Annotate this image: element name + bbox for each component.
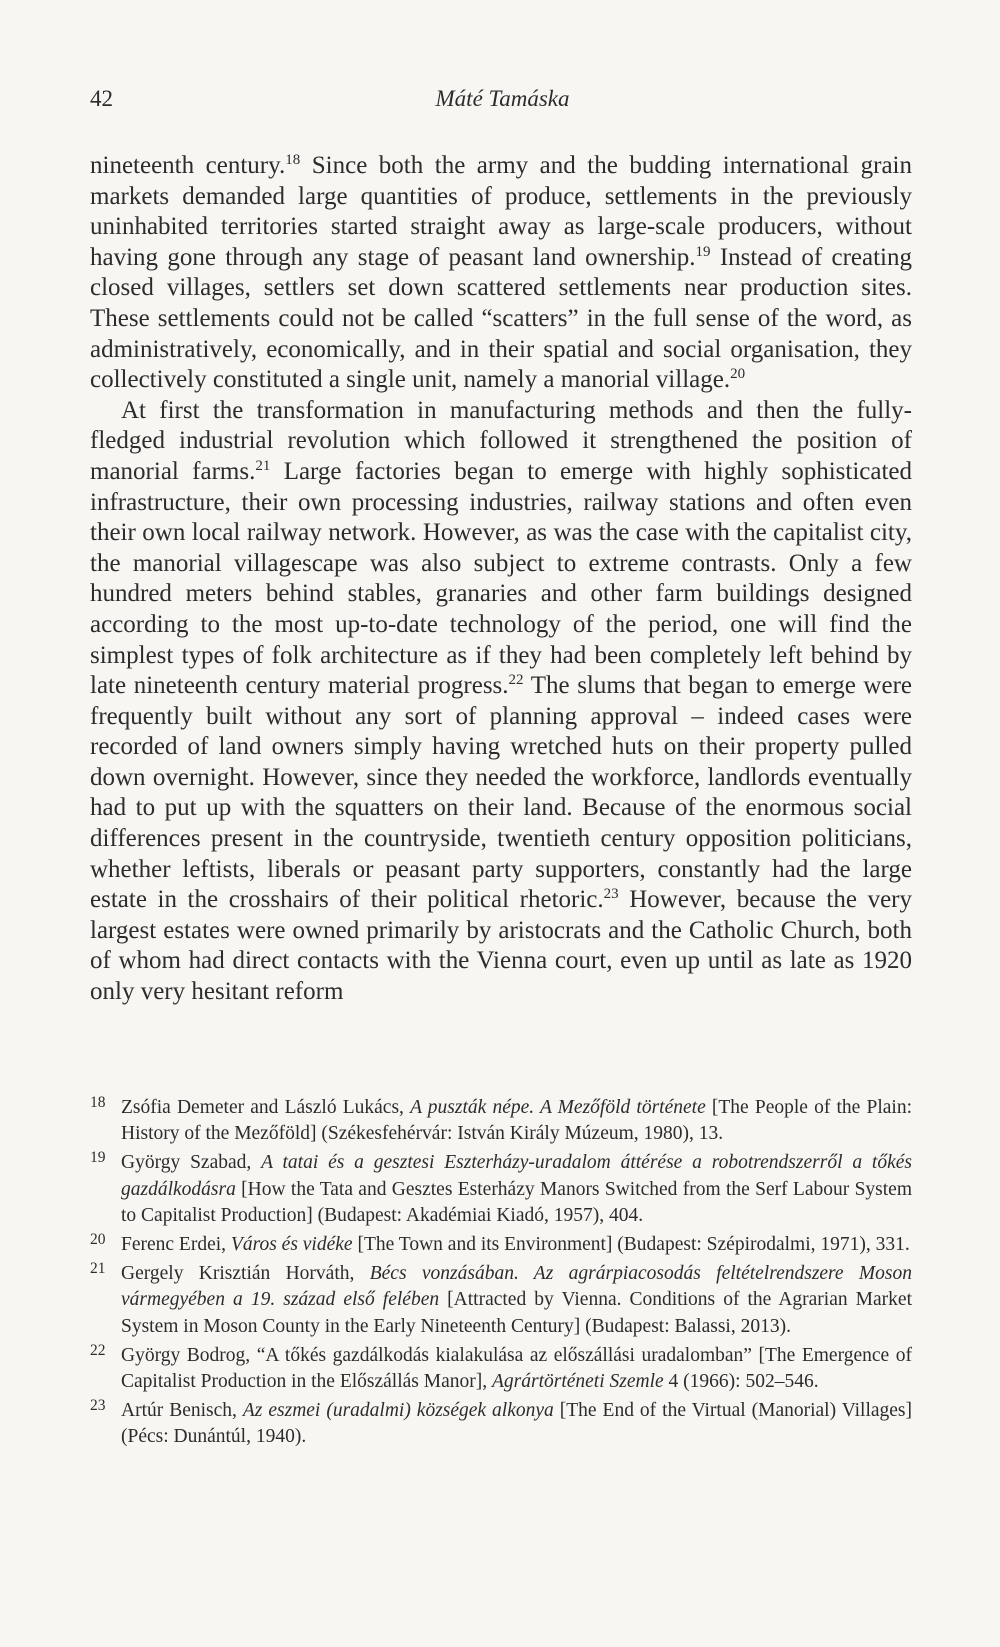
- text-run: 4 (1966): 502–546.: [663, 1371, 819, 1393]
- footnote-number: 23: [90, 1397, 106, 1415]
- text-run: György Bodrog, “A tőkés gazdálkodás kialakulása az előszállási uradalomban” [The Emergence of Capitalist Production in the Előszállás Manor],: [121, 1344, 912, 1393]
- italic-text: Az eszmei (uradalmi) községek alkonya: [242, 1400, 554, 1422]
- text-run: The slums that began to emerge were frequently built without any sort of planning approval – indeed cases were recorded of land owners simply having wretched huts on their property pulled down overnight. However, since they needed the workforce, landlords eventually had to put up with the squatters on their land. Because of the enormous social differences present in the countryside, twentieth century opposition politicians, whether leftists, liberals or peasant party supporters, constantly had the large estate in the crosshairs of their political rhetoric.: [90, 672, 912, 914]
- footnote-ref: 18: [285, 152, 301, 168]
- paragraph: [90, 396, 912, 1008]
- text-run: [Attracted by Vienna. Conditions of the Agrarian Market System in Moson County in the Early Nineteenth Century] (Budapest: Balassi, 2013).: [121, 1289, 912, 1337]
- footnote-ref: 19: [695, 243, 711, 260]
- paragraph: [90, 151, 912, 396]
- footnote-number: 21: [90, 1260, 106, 1278]
- footnote-number: 20: [90, 1231, 106, 1249]
- text-run: Ferenc Erdei,: [121, 1234, 231, 1256]
- footnote-number: 18: [90, 1094, 106, 1111]
- footnote-text: [121, 1263, 912, 1336]
- footnote-text: [121, 1152, 912, 1225]
- footnote-text: [121, 1234, 910, 1255]
- text-run: György Szabad,: [121, 1152, 262, 1174]
- footnote: [90, 1095, 912, 1147]
- running-head: Máté Tamáska: [435, 86, 570, 111]
- text-run: [The Town and its Environment] (Budapest: Szépirodalmi, 1971), 331.: [352, 1234, 910, 1256]
- text-run: nineteenth century.: [90, 152, 286, 179]
- footnote: [90, 1232, 912, 1258]
- italic-text: Bécs vonzásában. Az agrárpiacosodás feltételrendszere Moson vármegyében a 19. század első felében: [121, 1263, 912, 1311]
- footnote-text: [121, 1400, 912, 1447]
- footnote-number: 19: [90, 1149, 106, 1167]
- footnotes: [90, 1095, 912, 1454]
- footnote-ref: 20: [730, 366, 746, 383]
- text-run: [The End of the Virtual (Manorial) Villages] (Pécs: Dunántúl, 1940).: [121, 1400, 913, 1448]
- footnote: [90, 1398, 912, 1450]
- text-run: [How the Tata and Gesztes Esterházy Manors Switched from the Serf Labour System to Capitalist Production] (Budapest: Akadémiai Kiadó, 1957), 404.: [121, 1178, 912, 1226]
- text-run: [The People of the Plain: History of the Mezőföld] (Székesfehérvár: István Király Múzeum, 1980), 13.: [121, 1097, 912, 1145]
- footnote-text: [121, 1097, 912, 1144]
- text-run: Large factories began to emerge with highly sophisticated infrastructure, their own processing industries, railway stations and often even their own local railway network. However, as was the case with the capitalist city, the manorial villagescape was also subject to extreme contrasts. Only a few hundred meters behind stables, granaries and other farm buildings designed according to the most up-to-date technology of the period, one will find the simplest types of folk architecture as if they had been completely left behind by late nineteenth century material progress.: [90, 457, 912, 700]
- text-run: Since both the army and the budding international grain markets demanded large quantities of produce, settlements in the previously uninhabited territories started straight away as large-scale producers, without having gone through any stage of peasant land ownership.: [90, 152, 912, 271]
- text-run: Artúr Benisch,: [121, 1400, 243, 1422]
- italic-text: A tatai és a gesztesi Eszterházy-uradalom áttérése a robotrendszerről a tőkés gazdálkodásra: [121, 1152, 912, 1200]
- footnote-ref: 22: [508, 672, 524, 689]
- text-run: Gergely Krisztián Horváth,: [121, 1263, 370, 1285]
- italic-text: A puszták népe. A Mezőföld története: [410, 1097, 706, 1118]
- text-run: Zsófia Demeter and László Lukács,: [121, 1097, 411, 1118]
- body-text: [90, 151, 912, 1008]
- page-number: 42: [90, 86, 113, 111]
- text-run: However, because the very largest estates were owned primarily by aristocrats and the Catholic Church, both of whom had direct contacts with the Vienna court, even up until as late as 1920 only very hesitant reform: [90, 886, 913, 1006]
- footnote: [90, 1150, 912, 1229]
- text-run: At first the transformation in manufacturing methods and then the fully-fledged industrial revolution which followed it strengthened the position of manorial farms.: [90, 396, 912, 485]
- italic-text: Agrártörténeti Szemle: [491, 1371, 664, 1393]
- footnote-text: [121, 1345, 912, 1392]
- footnote: [90, 1343, 912, 1395]
- text-run: Instead of creating closed villages, settlers set down scattered settlements near production sites. These settlements could not be called “scatters” in the full sense of the word, as administratively, economically, and in their spatial and social organisation, they collectively constituted a single unit, namely a manorial village.: [90, 243, 912, 394]
- footnote-ref: 21: [255, 457, 271, 474]
- italic-text: Város és vidéke: [230, 1234, 353, 1256]
- footnote: [90, 1261, 912, 1340]
- footnote-ref: 23: [603, 886, 619, 903]
- page-header: [90, 86, 915, 126]
- footnote-number: 22: [90, 1341, 106, 1359]
